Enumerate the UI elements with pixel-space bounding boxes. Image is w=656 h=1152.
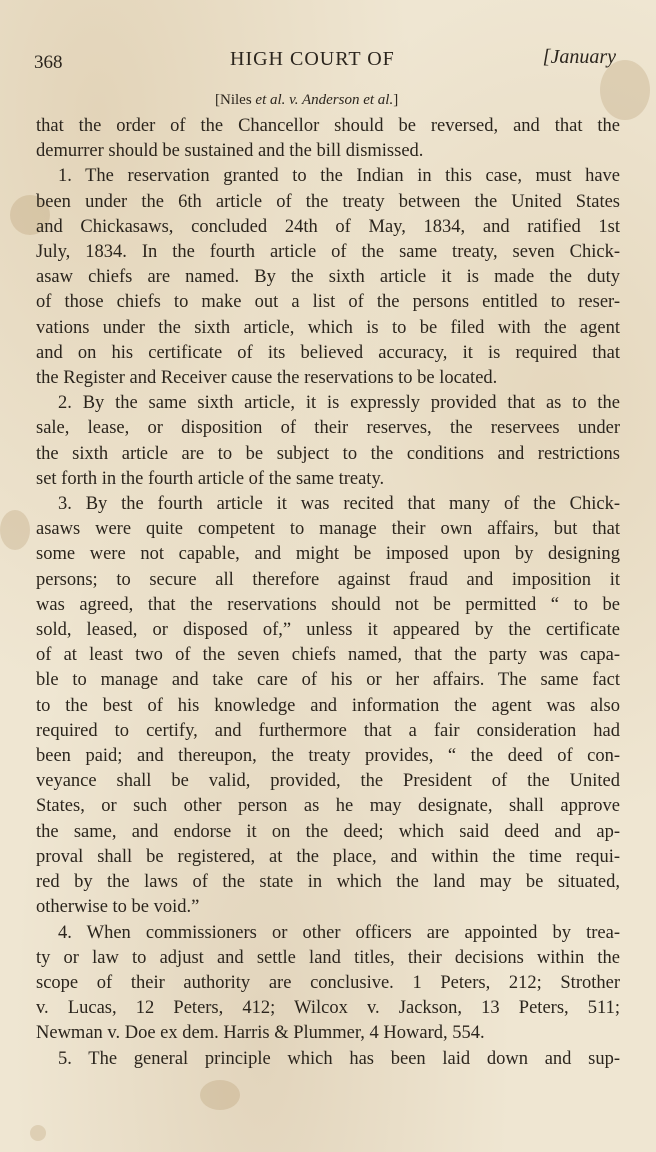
text-line: asaw chiefs are named. By the sixth article it is made the duty	[36, 267, 620, 288]
text-line: been paid; and thereupon, the treaty provides, “ the deed of con-	[36, 746, 620, 767]
text-line: sold, leased, or disposed of,” unless it appeared by the certificate	[36, 620, 620, 641]
page-header	[34, 44, 616, 74]
text-line: of at least two of the seven chiefs named, that the party was capa-	[36, 645, 620, 666]
caption-close: ]	[393, 92, 399, 108]
text-line: States, or such other person as he may designate, shall approve	[36, 796, 620, 817]
text-line: asaws were quite competent to manage their own affairs, but that	[36, 519, 620, 540]
text-line: set forth in the fourth article of the same treaty.	[36, 468, 385, 489]
paper-stain	[200, 1080, 240, 1110]
text-line: and Chickasaws, concluded 24th of May, 1834, and ratified 1st	[36, 216, 620, 237]
paper-stain	[30, 1125, 46, 1141]
text-line: sale, lease, or disposition of their reserves, the reservees under	[36, 418, 620, 439]
text-line: persons; to secure all therefore against fraud and imposition it	[36, 569, 620, 590]
caption-v: v. Anderson	[285, 92, 364, 108]
text-line: required to certify, and furthermore that a fair consideration had	[36, 720, 620, 741]
running-month: [January	[542, 46, 616, 68]
text-line: otherwise to be void.”	[36, 897, 200, 918]
text-line: 2. By the same sixth article, it is expressly provided that as to the	[58, 393, 620, 414]
text-line: proval shall be registered, at the place, and within the time requi-	[36, 846, 620, 867]
text-line: the sixth article are to be subject to the conditions and restrictions	[36, 443, 620, 464]
text-line: 3. By the fourth article it was recited that many of the Chick-	[58, 494, 620, 515]
text-line: veyance shall be valid, provided, the President of the United	[36, 771, 620, 792]
caption-et-al-1: et al.	[255, 92, 286, 108]
text-line: red by the laws of the state in which the land may be situated,	[36, 872, 620, 893]
text-line: ble to manage and take care of his or her affairs. The same fact	[36, 670, 620, 691]
text-line: the same, and endorse it on the deed; which said deed and ap-	[36, 821, 620, 842]
text-line: 5. The general principle which has been laid down and sup-	[58, 1048, 620, 1069]
text-line: was agreed, that the reservations should not be permitted “ to be	[36, 594, 620, 615]
paper-stain	[0, 510, 30, 550]
text-line: July, 1834. In the fourth article of the same treaty, seven Chick-	[36, 242, 620, 263]
text-line: 1. The reservation granted to the Indian in this case, must have	[58, 166, 620, 187]
text-line: demurrer should be sustained and the bill dismissed.	[36, 141, 424, 162]
text-line: 4. When commissioners or other officers are appointed by trea-	[58, 922, 620, 943]
text-line: Newman v. Doe ex dem. Harris & Plummer, 4 Howard, 554.	[36, 1023, 485, 1044]
text-line: the Register and Receiver cause the reservations to be located.	[36, 368, 498, 389]
caption-et-al-2: et al.	[363, 92, 394, 108]
case-caption	[215, 92, 398, 109]
text-line: and on his certificate of its believed accuracy, it is required that	[36, 342, 620, 363]
page-number: 368	[34, 52, 63, 73]
text-line: some were not capable, and might be imposed upon by designing	[36, 544, 620, 565]
text-line: ty or law to adjust and settle land titles, their decisions within the	[36, 947, 620, 968]
text-line: v. Lucas, 12 Peters, 412; Wilcox v. Jackson, 13 Peters, 511;	[36, 998, 620, 1019]
text-line: that the order of the Chancellor should be reversed, and that the	[36, 116, 620, 136]
body-text	[36, 114, 620, 1072]
running-title: HIGH COURT OF	[230, 48, 395, 70]
text-line: of those chiefs to make out a list of the persons entitled to reser-	[36, 292, 620, 313]
text-line: vations under the sixth article, which is to be filed with the agent	[36, 317, 620, 338]
text-line: scope of their authority are conclusive. 1 Peters, 212; Strother	[36, 972, 620, 993]
text-line: been under the 6th article of the treaty between the United States	[36, 191, 620, 212]
caption-open: [Niles	[215, 92, 256, 108]
text-line: to the best of his knowledge and information the agent was also	[36, 695, 620, 716]
